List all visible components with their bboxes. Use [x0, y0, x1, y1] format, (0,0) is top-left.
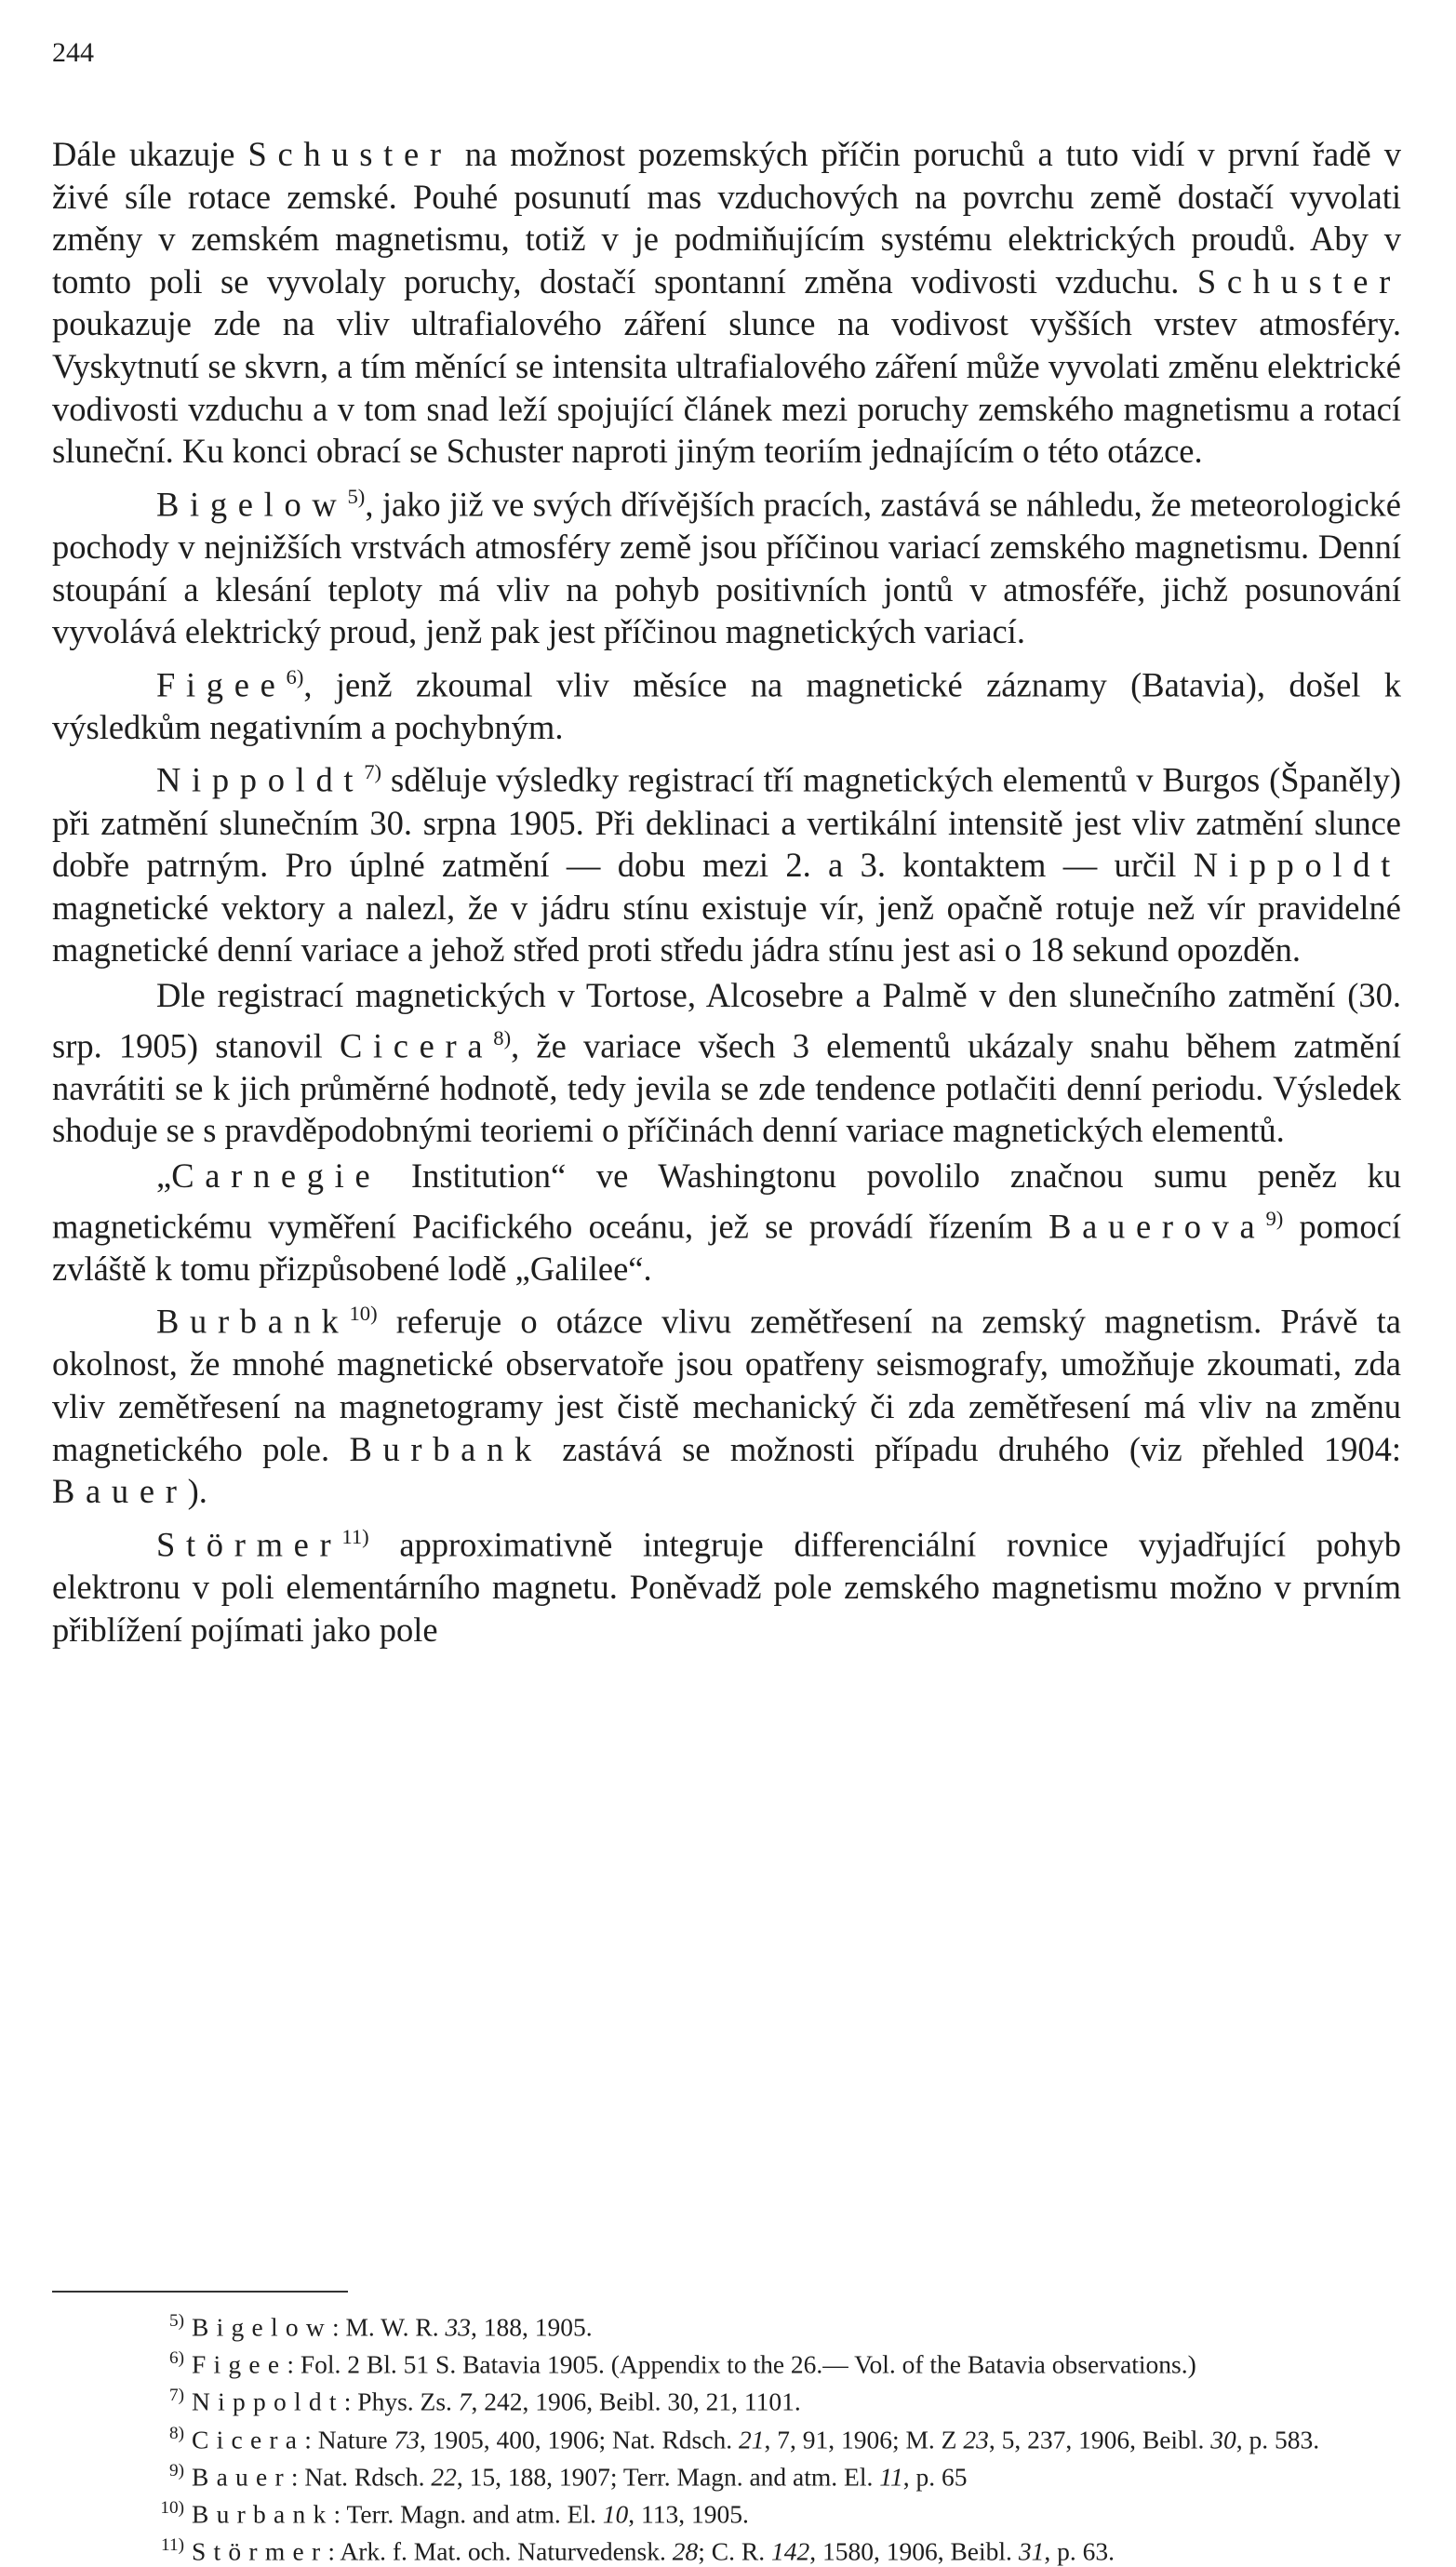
- footnote-number: 6): [168, 2348, 184, 2369]
- footnote: [52, 2418, 1401, 2455]
- text-run: : M. W. R.: [331, 2312, 446, 2342]
- text-run: Dále ukazuje: [52, 135, 248, 173]
- text-run: : Fol. 2 Bl. 51 S. Batavia 1905. (Appendix to the 26.— Vol. of the Batavia observations.): [287, 2349, 1196, 2379]
- footnote-mark: [52, 2380, 192, 2417]
- footnote-ref: 5): [347, 484, 366, 508]
- footnote: [52, 2530, 1401, 2567]
- text-run: : Nature: [304, 2425, 394, 2454]
- author-name: Figee: [156, 665, 287, 704]
- volume-number: 11: [879, 2462, 903, 2492]
- volume-number: 10: [602, 2499, 629, 2529]
- footnote-divider: [52, 2291, 348, 2293]
- volume-number: 21: [738, 2425, 765, 2454]
- volume-number: 73: [394, 2425, 420, 2454]
- paragraph-schuster: [52, 133, 1401, 473]
- volume-number: 31: [1018, 2536, 1045, 2566]
- footnote-number: 8): [168, 2423, 184, 2443]
- text-run: zastává se možnosti případu druhého (viz přehled 1904:: [541, 1429, 1401, 1468]
- institution-name: Carnegie: [171, 1156, 381, 1195]
- text-run: , 242, 1906, Beibl. 30, 21, 1101.: [471, 2387, 801, 2416]
- volume-number: 22: [431, 2462, 457, 2492]
- author-name: Burbank: [349, 1429, 542, 1468]
- volume-number: 142: [770, 2536, 810, 2566]
- footnote-ref: 8): [493, 1025, 512, 1050]
- text-run: poukazuje zde na vliv ultrafialového záření slunce na vodivost vyšších vrstev atmosféry. Vyskytnutí se skvrn, a tím měnící se intensita ultrafialového záření může vyvolati změnu elektrické vodivosti vzduchu a v tom snad leží spojující článek mezi poruchy zemského magnetismu a rotací sluneční. Ku konci obrací se Schuster naproti jiným teoriím jednajícím o této otázce.: [52, 304, 1401, 471]
- text-run: , 1580, 1906, Beibl.: [809, 2536, 1019, 2566]
- paragraph-nippoldt: [52, 751, 1401, 971]
- text-run: , 5, 237, 1906, Beibl.: [988, 2425, 1211, 2454]
- author-name: Bigelow: [156, 485, 348, 524]
- author-name: Nippoldt: [1193, 846, 1401, 885]
- author-name: Nippoldt: [192, 2387, 344, 2416]
- paragraph-stormer: [52, 1516, 1401, 1651]
- text-run: magnetické vektory a nalezl, že v jádru stínu existuje vír, jenž opačně rotuje než vír pravidelné magnetické denní variace a jehož střed proti středu jádra stínu jest asi o 18 sekund opozděn.: [52, 888, 1401, 969]
- footnote: [52, 2493, 1401, 2530]
- footnote-ref: 10): [349, 1302, 378, 1326]
- author-name: Störmer: [156, 1525, 342, 1564]
- footnote-mark: [52, 2455, 192, 2493]
- text-run: ).: [187, 1472, 207, 1511]
- text-run: : Phys. Zs.: [343, 2387, 459, 2416]
- author-name: Cicera: [192, 2425, 305, 2454]
- author-name: Figee: [192, 2349, 287, 2379]
- author-name: Bigelow: [192, 2312, 332, 2342]
- footnotes: [52, 2306, 1401, 2567]
- paragraph-carnegie: [52, 1155, 1401, 1290]
- text-run: , p. 65: [902, 2462, 968, 2492]
- text-run: Institution“ ve Washingtonu povolilo značnou sumu peněz ku magnetickému vyměření Pacifického oceánu, jež se provádí řízením: [52, 1156, 1401, 1246]
- text-run: , jako již ve svých dřívějších pracích, zastává se náhledu, že meteorologické pochody v nejnižších vrstvách atmosféry země jsou příčinou variací zemského magnetismu. Denní stoupání a klesání teploty má vliv na pohyb positivních jontů v atmosféře, jichž posunování vyvolává elektrický proud, jenž pak jest příčinou magnetických variací.: [52, 485, 1401, 651]
- author-name: Burbank: [156, 1302, 350, 1341]
- footnote-number: 5): [168, 2311, 184, 2331]
- author-name: Nippoldt: [156, 761, 365, 799]
- text-run: na možnost pozemských příčin poruchů a tuto vidí v první řadě v živé síle rotace zemské. Pouhé posunutí mas vzduchových na povrchu země dostačí vyvolati změny v zemském magnetismu, totiž v je podmiňujícím systému elektrických proudů. Aby v tomto poli se vyvolaly poruchy, dostačí spontanní změna vodivosti vzduchu.: [52, 135, 1401, 301]
- footnote: [52, 2306, 1401, 2343]
- footnote-mark: [52, 2493, 192, 2530]
- text-run: , 7, 91, 1906; M. Z: [764, 2425, 964, 2454]
- text-run: , 188, 1905.: [470, 2312, 593, 2342]
- text-run: „: [156, 1156, 172, 1195]
- text-run: sděluje výsledky registrací tří magnetických elementů v Burgos (Španěly) při zatmění slunečním 30. srpna 1905. Při deklinaci a vertikální intensitě jest vliv zatmění slunce dobře patrným. Pro úplné zatmění — dobu mezi 2. a 3. kontaktem — určil: [52, 761, 1401, 885]
- author-name: Schuster: [1196, 261, 1401, 301]
- text-run: , p. 63.: [1044, 2536, 1115, 2566]
- footnote-ref: 7): [364, 760, 382, 784]
- footnote-number: 7): [168, 2386, 184, 2406]
- text-run: , 113, 1905.: [628, 2499, 749, 2529]
- page-number: 244: [52, 37, 94, 68]
- paragraph-burbank: [52, 1292, 1401, 1513]
- text-run: pomocí zvláště k tomu přizpůsobené lodě „Galilee“.: [52, 1207, 1401, 1288]
- text-run: approximativně integruje differenciální rovnice vyjadřující pohyb elektronu v poli elementárního magnetu. Poněvadž pole zemského magnetismu možno v prvním přiblížení pojímati jako pole: [52, 1525, 1401, 1649]
- footnote-ref: 9): [1265, 1206, 1284, 1230]
- text-run: referuje o otázce vlivu zemětřesení na zemský magnetism. Právě ta okolnost, že mnohé magnetické observatoře jsou opatřeny seismografy, umožňuje zkoumati, zda vliv zemětřesení na magnetogramy jest čistě mechanický či zda zemětřesení má vliv na změnu magnetického pole.: [52, 1302, 1401, 1468]
- footnote-mark: [52, 2418, 192, 2455]
- author-name: Störmer: [192, 2536, 328, 2566]
- author-name: Bauer: [192, 2462, 291, 2492]
- footnote-number: 10): [160, 2497, 184, 2518]
- footnote-number: 9): [168, 2460, 184, 2480]
- author-name: Cicera: [339, 1026, 494, 1065]
- volume-number: 23: [963, 2425, 989, 2454]
- text-run: , p. 583.: [1236, 2425, 1320, 2454]
- paragraph-figee: [52, 656, 1401, 749]
- text-run: : Terr. Magn. and atm. El.: [333, 2499, 603, 2529]
- body-text: [52, 133, 1401, 1651]
- text-run: , jenž zkoumal vliv měsíce na magnetické záznamy (Batavia), došel k výsledkům negativním a pochybným.: [52, 665, 1401, 746]
- volume-number: 30: [1210, 2425, 1236, 2454]
- author-name: Bauer: [52, 1472, 188, 1511]
- footnote: [52, 2380, 1401, 2417]
- text-run: , že variace všech 3 elementů ukázaly snahu během zatmění navrátiti se k jich průměrné hodnotě, tedy jevila se zde tendence potlačiti denní periodu. Výsledek shoduje se s pravděpodobnými teoriemi o příčinách denní variace magnetických elementů.: [52, 1026, 1401, 1150]
- footnote-mark: [52, 2530, 192, 2567]
- footnote-number: 11): [161, 2535, 184, 2556]
- volume-number: 33: [445, 2312, 471, 2342]
- footnote-mark: [52, 2343, 192, 2380]
- author-name: Schuster: [247, 135, 452, 173]
- author-name: Burbank: [192, 2499, 334, 2529]
- footnote-ref: 6): [286, 664, 304, 689]
- footnote: [52, 2455, 1401, 2493]
- text-run: : Nat. Rdsch.: [290, 2462, 432, 2492]
- text-run: ; C. R.: [698, 2536, 771, 2566]
- paragraph-bigelow: [52, 475, 1401, 653]
- footnote-mark: [52, 2306, 192, 2343]
- paragraph-cicera: [52, 974, 1401, 1152]
- footnote: [52, 2343, 1401, 2380]
- author-name: Bauerova: [1049, 1207, 1266, 1246]
- volume-number: 7: [458, 2387, 472, 2416]
- text-run: : Ark. f. Mat. och. Naturvedensk.: [327, 2536, 673, 2566]
- text-run: , 1905, 400, 1906; Nat. Rdsch.: [419, 2425, 739, 2454]
- volume-number: 28: [672, 2536, 699, 2566]
- text-run: Dle registrací magnetických v Tortose, Alcosebre a Palmě v den slunečního zatmění (30. srp. 1905) stanovil: [52, 975, 1401, 1065]
- text-run: , 15, 188, 1907; Terr. Magn. and atm. El.: [456, 2462, 880, 2492]
- footnote-ref: 11): [341, 1524, 369, 1548]
